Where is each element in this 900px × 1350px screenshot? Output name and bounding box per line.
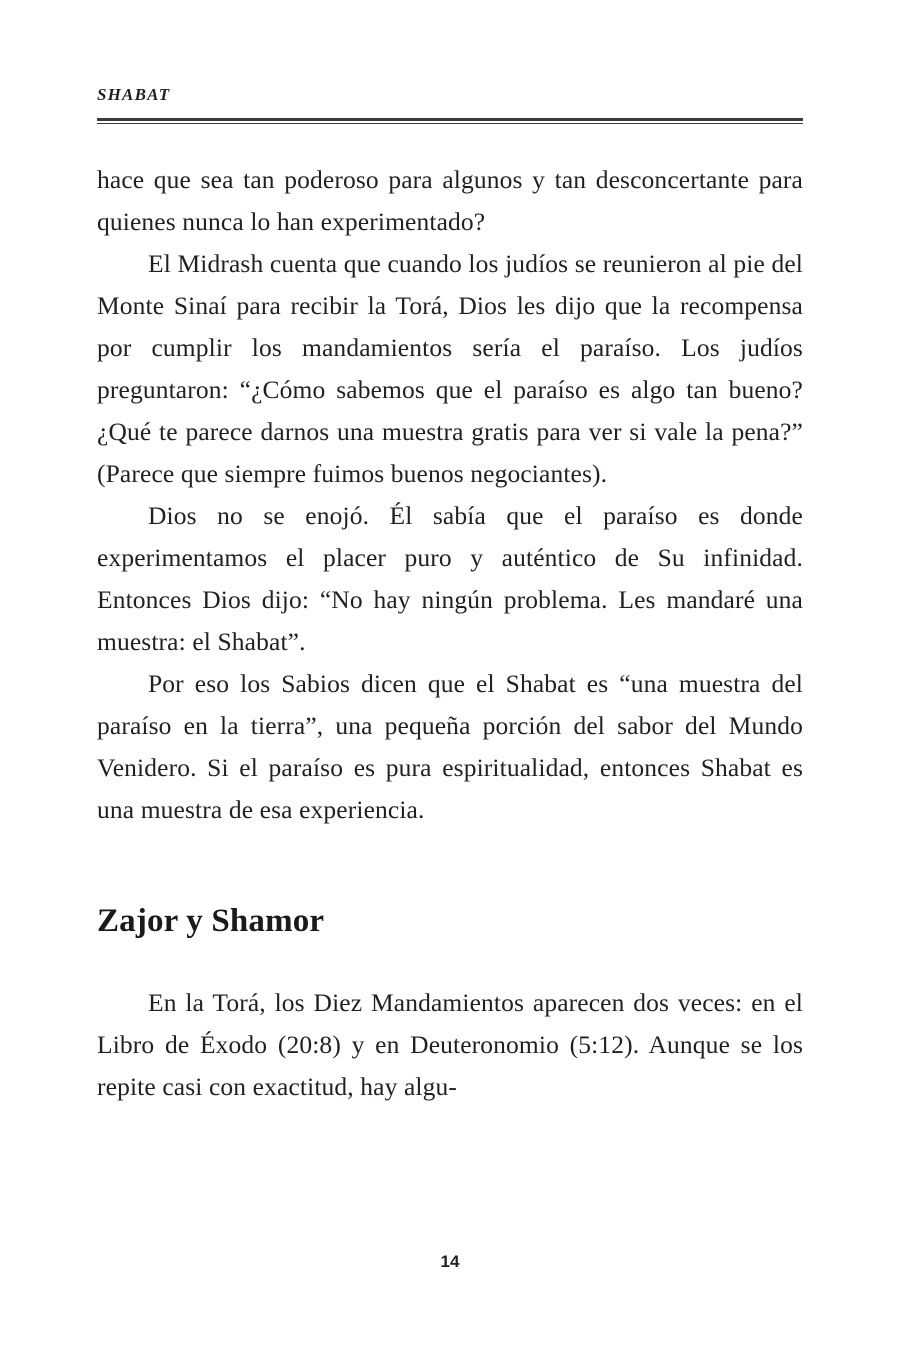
header-rule [97,118,803,124]
paragraph: En la Torá, los Diez Mandamientos aparecen dos veces: en el Libro de Éxodo (20:8) y en Deuteronomio (5:12). Aunque se los repite casi con exactitud, hay algu- [97,988,803,1101]
paragraph: hace que sea tan poderoso para algunos y tan desconcertante para quienes nunca lo han experimentado? [97,165,803,236]
page-number: 14 [440,1252,460,1271]
paragraph: El Midrash cuenta que cuando los judíos se reunieron al pie del Monte Sinaí para recibir la Torá, Dios les dijo que la recompensa por cumplir los mandamientos sería el paraíso. Los judíos preguntaron: “¿Cómo sabemos que el paraíso es algo tan bueno? ¿Qué te parece darnos una muestra gratis para ver si vale la pena?” (Parece que siempre fuimos buenos negociantes). [97,249,803,488]
paragraph: Por eso los Sabios dicen que el Shabat es “una muestra del paraíso en la tierra”, una pequeña porción del sabor del Mundo Venidero. Si el paraíso es pura espiritualidad, entonces Shabat es una muestra de esa experiencia. [97,669,803,824]
body-text-block-after-heading [97,982,803,1108]
body-text-block [97,159,803,831]
page-content [97,0,803,1108]
paragraph: Dios no se enojó. Él sabía que el paraíso es donde experimentamos el placer puro y auténtico de Su infinidad. Entonces Dios dijo: “No hay ningún problema. Les mandaré una muestra: el Shabat”. [97,501,803,656]
section-heading: Zajor y Shamor [97,903,325,939]
running-head: SHABAT [97,85,171,104]
